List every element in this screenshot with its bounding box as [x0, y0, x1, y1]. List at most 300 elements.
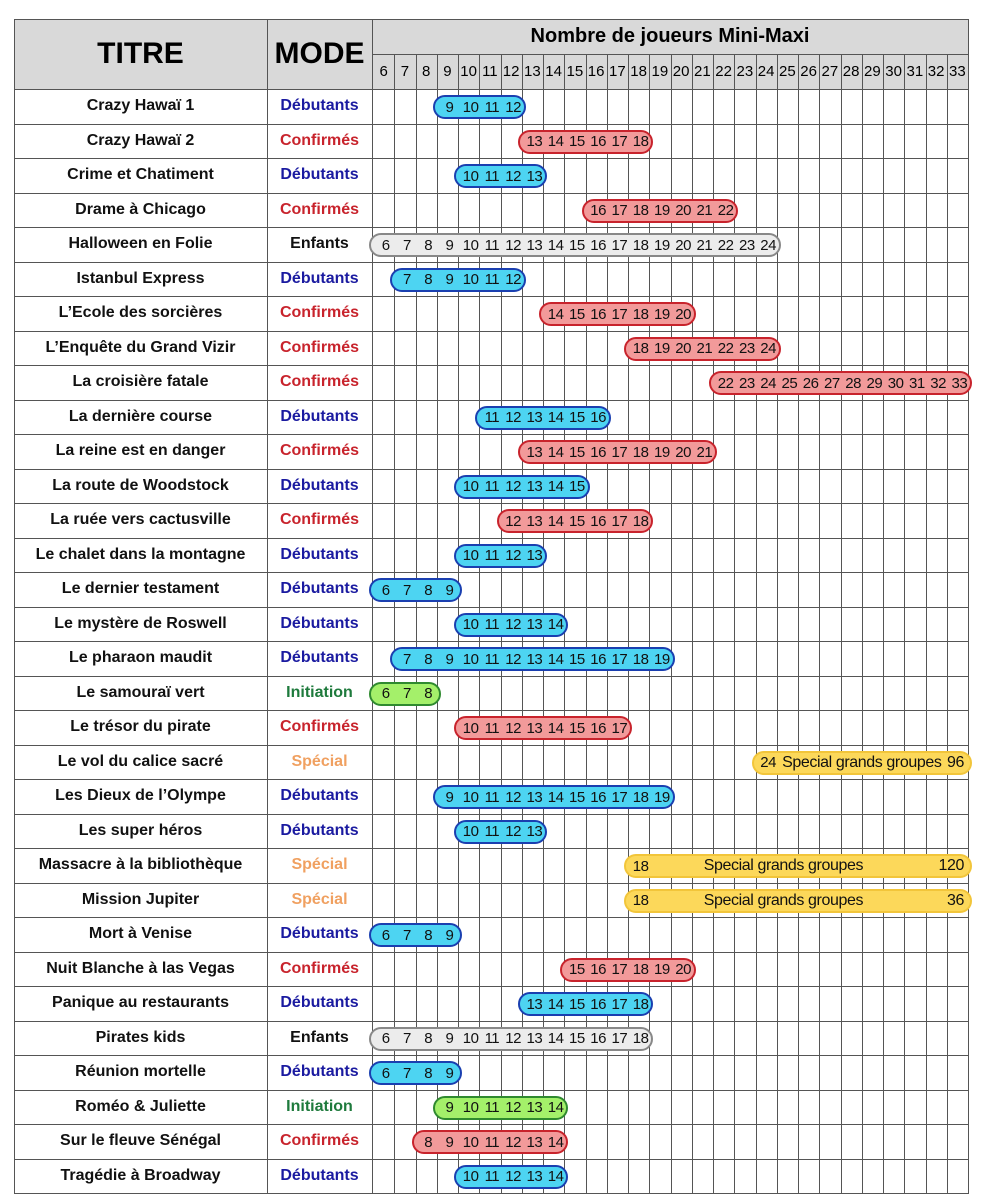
player-column-gridline [904, 54, 905, 1193]
player-count-value: 14 [547, 305, 564, 323]
player-count-value: 12 [505, 236, 521, 254]
player-count-value: 17 [611, 236, 628, 254]
game-title: Roméo & Juliette [75, 1097, 206, 1115]
player-count-value: 6 [381, 926, 390, 944]
player-count-value: 9 [445, 1133, 454, 1151]
player-range-bar [454, 1165, 568, 1189]
player-count-value: 16 [590, 202, 606, 220]
game-mode: Débutants [280, 166, 359, 184]
player-range-bar [454, 820, 547, 844]
player-count-value: 12 [505, 478, 521, 496]
player-column-gridline [416, 54, 417, 1193]
player-count-column-label: 8 [421, 63, 431, 80]
player-range-bar [752, 751, 973, 775]
player-count-value: 12 [505, 409, 521, 427]
player-count-value: 20 [675, 340, 691, 358]
player-count-value: 14 [547, 995, 564, 1013]
player-count-value: 13 [526, 1168, 543, 1186]
player-range-bar [475, 406, 611, 430]
player-count-value: 13 [526, 995, 543, 1013]
player-count-value: 22 [717, 374, 734, 392]
player-count-value: 18 [632, 133, 649, 151]
game-title: Istanbul Express [76, 269, 205, 287]
player-count-value: 13 [526, 133, 543, 151]
special-groups-label: Special grands groupes [782, 753, 942, 771]
player-count-column-label: 25 [779, 63, 796, 80]
player-count-column-label: 7 [400, 63, 410, 80]
game-mode: Débutants [280, 1063, 359, 1081]
player-column-gridline [713, 54, 714, 1193]
player-range-bar [369, 233, 781, 257]
player-range-bar [369, 1061, 462, 1085]
player-count-value: 10 [462, 1133, 479, 1151]
player-column-gridline [586, 54, 587, 1193]
player-count-value: 29 [866, 374, 883, 392]
player-count-value: 17 [611, 133, 628, 151]
player-count-value: 13 [526, 1133, 543, 1151]
player-count-value: 18 [632, 788, 649, 806]
player-range-bar [454, 475, 590, 499]
player-count-column-label: 16 [587, 63, 605, 80]
game-title: Tragédie à Broadway [60, 1166, 221, 1184]
player-count-value: 18 [632, 857, 649, 875]
player-count-value: 18 [632, 892, 649, 910]
player-count-value: 18 [632, 650, 649, 668]
player-count-value: 15 [569, 1030, 585, 1048]
player-count-value: 12 [505, 650, 521, 668]
player-count-value: 10 [462, 271, 479, 289]
player-count-value: 20 [675, 236, 691, 254]
player-count-value: 17 [611, 650, 628, 668]
player-range-bar [539, 302, 696, 326]
player-count-value: 8 [424, 1133, 433, 1151]
player-count-value: 32 [930, 374, 946, 392]
player-column-gridline [692, 54, 693, 1193]
player-count-value: 13 [526, 547, 543, 565]
game-title: L’Ecole des sorcières [58, 304, 223, 322]
player-count-max: 120 [938, 857, 964, 875]
player-count-column-label: 14 [545, 63, 562, 80]
player-count-value: 15 [569, 995, 585, 1013]
player-count-column-label: 10 [460, 63, 477, 80]
player-count-value: 9 [445, 650, 454, 668]
player-count-column-label: 24 [757, 63, 775, 80]
player-range-bar [433, 1096, 569, 1120]
player-count-value: 15 [569, 719, 585, 737]
game-mode: Débutants [280, 994, 359, 1012]
game-mode: Débutants [280, 1166, 359, 1184]
player-count-value: 12 [505, 788, 521, 806]
player-count-value: 16 [590, 409, 606, 427]
player-count-value: 22 [717, 340, 734, 358]
player-count-value: 33 [951, 374, 968, 392]
player-count-value: 11 [484, 1030, 500, 1048]
player-count-value: 19 [654, 961, 670, 979]
player-count-value: 8 [424, 926, 433, 944]
game-title: Pirates kids [95, 1028, 186, 1046]
player-count-value: 14 [547, 616, 564, 634]
game-mode: Initiation [286, 1097, 353, 1115]
game-title: La ruée vers cactusville [50, 511, 231, 529]
player-range-bar [518, 440, 717, 464]
player-count-value: 19 [654, 650, 670, 668]
player-count-column-label: 23 [736, 63, 754, 80]
player-range-bar [560, 958, 696, 982]
game-mode: Débutants [280, 821, 359, 839]
player-column-gridline [947, 54, 948, 1193]
player-count-value: 15 [569, 133, 585, 151]
game-mode: Débutants [280, 97, 359, 115]
player-count-value: 18 [632, 443, 649, 461]
player-count-value: 23 [739, 236, 755, 254]
player-column-gridline [777, 54, 778, 1193]
player-range-bar [390, 268, 526, 292]
game-title: Sur le fleuve Sénégal [60, 1132, 221, 1150]
title-column-header: TITRE [14, 19, 267, 89]
game-title: Crime et Chatiment [67, 166, 214, 184]
player-count-value: 31 [909, 374, 925, 392]
game-mode: Enfants [290, 235, 349, 253]
player-count-column-label: 20 [672, 63, 690, 80]
player-count-value: 26 [802, 374, 819, 392]
player-count-column-label: 9 [443, 63, 452, 80]
player-count-value: 14 [547, 788, 564, 806]
player-range-bar [369, 578, 462, 602]
game-title: Le pharaon maudit [68, 649, 213, 667]
player-count-value: 7 [402, 1064, 411, 1082]
player-count-value: 11 [484, 236, 500, 254]
player-range-bar [369, 923, 462, 947]
player-count-value: 11 [484, 1133, 500, 1151]
player-count-value: 21 [696, 202, 713, 220]
player-count-value: 9 [445, 581, 454, 599]
player-column-gridline [798, 54, 799, 1193]
player-count-value: 17 [611, 305, 628, 323]
game-mode: Initiation [286, 683, 353, 701]
player-count-value: 14 [547, 409, 564, 427]
mode-column-header: MODE [267, 19, 372, 89]
player-count-column-label: 32 [927, 63, 945, 80]
player-column-gridline [883, 54, 884, 1193]
player-count-value: 7 [402, 650, 411, 668]
game-title: Panique au restaurants [52, 994, 229, 1012]
game-title: L’Enquête du Grand Vizir [45, 338, 236, 356]
player-count-column-label: 21 [694, 63, 711, 80]
player-count-value: 13 [526, 236, 543, 254]
player-count-value: 16 [590, 236, 606, 254]
game-title: Halloween en Folie [68, 235, 213, 253]
player-range-bar [433, 785, 675, 809]
table-border-top [14, 19, 968, 20]
player-count-column-label: 27 [821, 63, 839, 80]
player-count-value: 20 [675, 443, 691, 461]
game-mode: Débutants [280, 407, 359, 425]
player-count-value: 17 [611, 512, 628, 530]
player-range-bar [582, 199, 739, 223]
player-count-value: 16 [590, 719, 606, 737]
game-title: Nuit Blanche à las Vegas [46, 959, 235, 977]
player-column-gridline [394, 54, 395, 1193]
player-column-gridline [862, 54, 863, 1193]
player-range-bar [390, 647, 674, 671]
game-title: Le trésor du pirate [70, 718, 211, 736]
player-count-value: 6 [381, 581, 390, 599]
game-title: Les Dieux de l’Olympe [55, 787, 226, 805]
player-count-value: 9 [445, 1064, 454, 1082]
player-count-value: 16 [590, 788, 606, 806]
player-count-column-label: 33 [949, 63, 966, 80]
player-count-value: 14 [547, 1168, 564, 1186]
player-count-value: 14 [547, 1099, 564, 1117]
player-count-value: 18 [632, 961, 649, 979]
player-count-value: 7 [402, 236, 411, 254]
player-count-column-label: 29 [864, 63, 881, 80]
player-count-column-label: 13 [524, 63, 541, 80]
player-count-value: 24 [760, 754, 776, 772]
game-mode: Confirmés [279, 1132, 360, 1150]
player-count-value: 12 [505, 167, 521, 185]
game-mode: Spécial [291, 890, 348, 908]
player-range-bar [518, 992, 654, 1016]
player-count-value: 8 [424, 581, 433, 599]
player-column-gridline [926, 54, 927, 1193]
game-mode: Confirmés [279, 511, 360, 529]
player-count-value: 9 [445, 788, 454, 806]
player-count-value: 7 [402, 271, 411, 289]
player-range-bar [454, 544, 547, 568]
player-column-gridline [649, 54, 650, 1193]
game-title: Le chalet dans la montagne [35, 545, 246, 563]
player-count-value: 6 [381, 1030, 390, 1048]
game-title: Mission Jupiter [81, 890, 200, 908]
player-count-value: 12 [505, 616, 521, 634]
player-count-value: 24 [760, 340, 776, 358]
game-title: Le vol du calice sacré [57, 752, 224, 770]
game-mode: Spécial [291, 752, 348, 770]
player-count-value: 10 [462, 650, 479, 668]
game-title: La route de Woodstock [52, 476, 229, 494]
player-count-value: 6 [381, 1064, 390, 1082]
player-count-value: 20 [675, 202, 691, 220]
game-mode: Confirmés [279, 131, 360, 149]
player-count-value: 19 [654, 305, 670, 323]
player-count-value: 11 [484, 271, 500, 289]
player-count-value: 13 [526, 409, 543, 427]
player-count-value: 25 [781, 374, 798, 392]
player-count-value: 6 [381, 685, 390, 703]
player-range-bar [454, 164, 547, 188]
player-count-value: 8 [424, 1064, 433, 1082]
player-count-value: 17 [611, 202, 628, 220]
player-range-bar [518, 130, 654, 154]
player-count-value: 16 [590, 1030, 606, 1048]
player-count-value: 11 [484, 167, 500, 185]
player-column-gridline [819, 54, 820, 1193]
player-count-value: 12 [505, 1099, 521, 1117]
player-count-value: 10 [462, 478, 479, 496]
player-count-value: 14 [547, 1030, 564, 1048]
player-count-value: 16 [590, 443, 606, 461]
player-count-value: 6 [381, 236, 390, 254]
game-mode: Confirmés [279, 442, 360, 460]
player-count-value: 9 [445, 98, 454, 116]
game-mode: Confirmés [279, 304, 360, 322]
player-count-column-label: 11 [482, 63, 498, 80]
player-column-gridline [607, 54, 608, 1193]
game-title: Le dernier testament [61, 580, 220, 598]
players-range-header: Nombre de joueurs Mini-Maxi [372, 19, 968, 54]
game-title: Crazy Hawaï 1 [86, 97, 195, 115]
player-count-value: 15 [569, 650, 585, 668]
game-mode: Débutants [280, 649, 359, 667]
player-count-value: 23 [739, 340, 755, 358]
player-count-column-label: 6 [379, 63, 388, 80]
player-count-column-label: 31 [906, 63, 924, 80]
player-count-value: 20 [675, 961, 691, 979]
player-count-value: 12 [505, 1168, 521, 1186]
player-count-value: 14 [547, 650, 564, 668]
player-count-value: 16 [590, 512, 606, 530]
game-mode: Enfants [290, 1028, 349, 1046]
player-count-value: 10 [462, 547, 479, 565]
player-count-value: 22 [717, 236, 734, 254]
game-mode: Confirmés [279, 338, 360, 356]
player-count-value: 14 [547, 236, 564, 254]
player-column-gridline [841, 54, 842, 1193]
player-count-value: 17 [611, 995, 628, 1013]
game-title: Massacre à la bibliothèque [38, 856, 243, 874]
player-count-value: 16 [590, 305, 606, 323]
game-mode: Confirmés [279, 200, 360, 218]
player-range-bar [624, 889, 972, 913]
player-count-value: 19 [654, 788, 670, 806]
player-count-value: 13 [526, 650, 543, 668]
player-column-gridline [437, 54, 438, 1193]
player-count-value: 28 [845, 374, 861, 392]
game-mode: Débutants [280, 925, 359, 943]
player-count-value: 19 [654, 340, 670, 358]
player-count-value: 11 [484, 478, 500, 496]
game-title: Crazy Hawaï 2 [86, 131, 195, 149]
player-count-value: 15 [569, 409, 585, 427]
player-count-value: 11 [484, 616, 500, 634]
game-title: Les super héros [78, 821, 203, 839]
player-count-value: 18 [632, 202, 649, 220]
player-count-value: 15 [569, 512, 585, 530]
player-count-value: 11 [484, 98, 500, 116]
player-count-value: 19 [654, 202, 670, 220]
player-count-value: 18 [632, 305, 649, 323]
player-count-value: 12 [505, 1133, 521, 1151]
player-count-value: 18 [632, 512, 649, 530]
player-count-value: 8 [424, 650, 433, 668]
player-count-max: 36 [947, 891, 964, 909]
player-range-bar [412, 1130, 569, 1154]
player-count-value: 10 [462, 823, 479, 841]
player-count-value: 18 [632, 236, 649, 254]
player-count-value: 8 [424, 271, 433, 289]
player-count-value: 11 [484, 719, 500, 737]
special-groups-label: Special grands groupes [703, 891, 864, 909]
player-count-value: 30 [887, 374, 904, 392]
player-count-value: 15 [569, 443, 585, 461]
player-count-value: 16 [590, 995, 606, 1013]
player-count-value: 7 [402, 685, 411, 703]
player-count-value: 18 [632, 995, 649, 1013]
player-count-value: 14 [547, 478, 564, 496]
player-count-value: 15 [569, 236, 585, 254]
player-count-column-label: 15 [566, 63, 584, 80]
player-count-value: 12 [505, 1030, 521, 1048]
player-count-value: 13 [526, 719, 543, 737]
player-count-value: 10 [462, 788, 479, 806]
player-range-bar [454, 613, 568, 637]
game-mode: Débutants [280, 580, 359, 598]
player-count-value: 17 [611, 719, 628, 737]
player-count-value: 17 [611, 1030, 628, 1048]
player-count-value: 12 [505, 719, 521, 737]
game-mode: Confirmés [279, 959, 360, 977]
game-mode: Débutants [280, 476, 359, 494]
game-title: Drame à Chicago [75, 200, 206, 218]
player-count-max: 96 [947, 753, 964, 771]
player-count-column-label: 12 [502, 63, 520, 80]
player-count-value: 14 [547, 133, 564, 151]
player-count-column-label: 18 [630, 63, 647, 80]
player-range-bar [433, 95, 526, 119]
player-column-gridline [628, 54, 629, 1193]
player-count-value: 14 [547, 719, 564, 737]
player-count-value: 8 [424, 1030, 433, 1048]
player-count-value: 15 [569, 305, 585, 323]
game-title: La reine est en danger [55, 442, 226, 460]
player-count-value: 21 [696, 443, 713, 461]
player-count-value: 13 [526, 167, 543, 185]
game-title: La croisière fatale [72, 373, 209, 391]
player-count-value: 15 [569, 961, 585, 979]
player-count-value: 13 [526, 616, 543, 634]
game-mode: Confirmés [279, 373, 360, 391]
player-count-value: 13 [526, 788, 543, 806]
player-count-value: 10 [462, 98, 479, 116]
player-count-value: 18 [632, 340, 649, 358]
player-count-value: 17 [611, 443, 628, 461]
player-count-value: 18 [632, 1030, 649, 1048]
player-count-value: 9 [445, 1099, 454, 1117]
game-title: Le samouraï vert [76, 683, 205, 701]
player-count-value: 14 [547, 1133, 564, 1151]
player-count-value: 13 [526, 478, 543, 496]
player-count-value: 16 [590, 650, 606, 668]
game-mode: Débutants [280, 787, 359, 805]
player-count-value: 16 [590, 961, 606, 979]
player-count-value: 15 [569, 788, 585, 806]
player-count-value: 16 [590, 133, 606, 151]
player-count-column-label: 26 [800, 63, 817, 80]
player-count-value: 13 [526, 1099, 543, 1117]
player-count-value: 12 [505, 547, 521, 565]
player-count-value: 9 [445, 1030, 454, 1048]
player-count-value: 10 [462, 616, 479, 634]
game-title: Mort à Venise [88, 925, 193, 943]
player-count-column-label: 19 [651, 63, 669, 80]
player-count-value: 20 [675, 305, 691, 323]
player-count-value: 23 [739, 374, 755, 392]
player-count-value: 22 [717, 202, 734, 220]
player-count-value: 13 [526, 823, 543, 841]
player-range-bar [369, 1027, 653, 1051]
player-count-value: 10 [462, 1030, 479, 1048]
